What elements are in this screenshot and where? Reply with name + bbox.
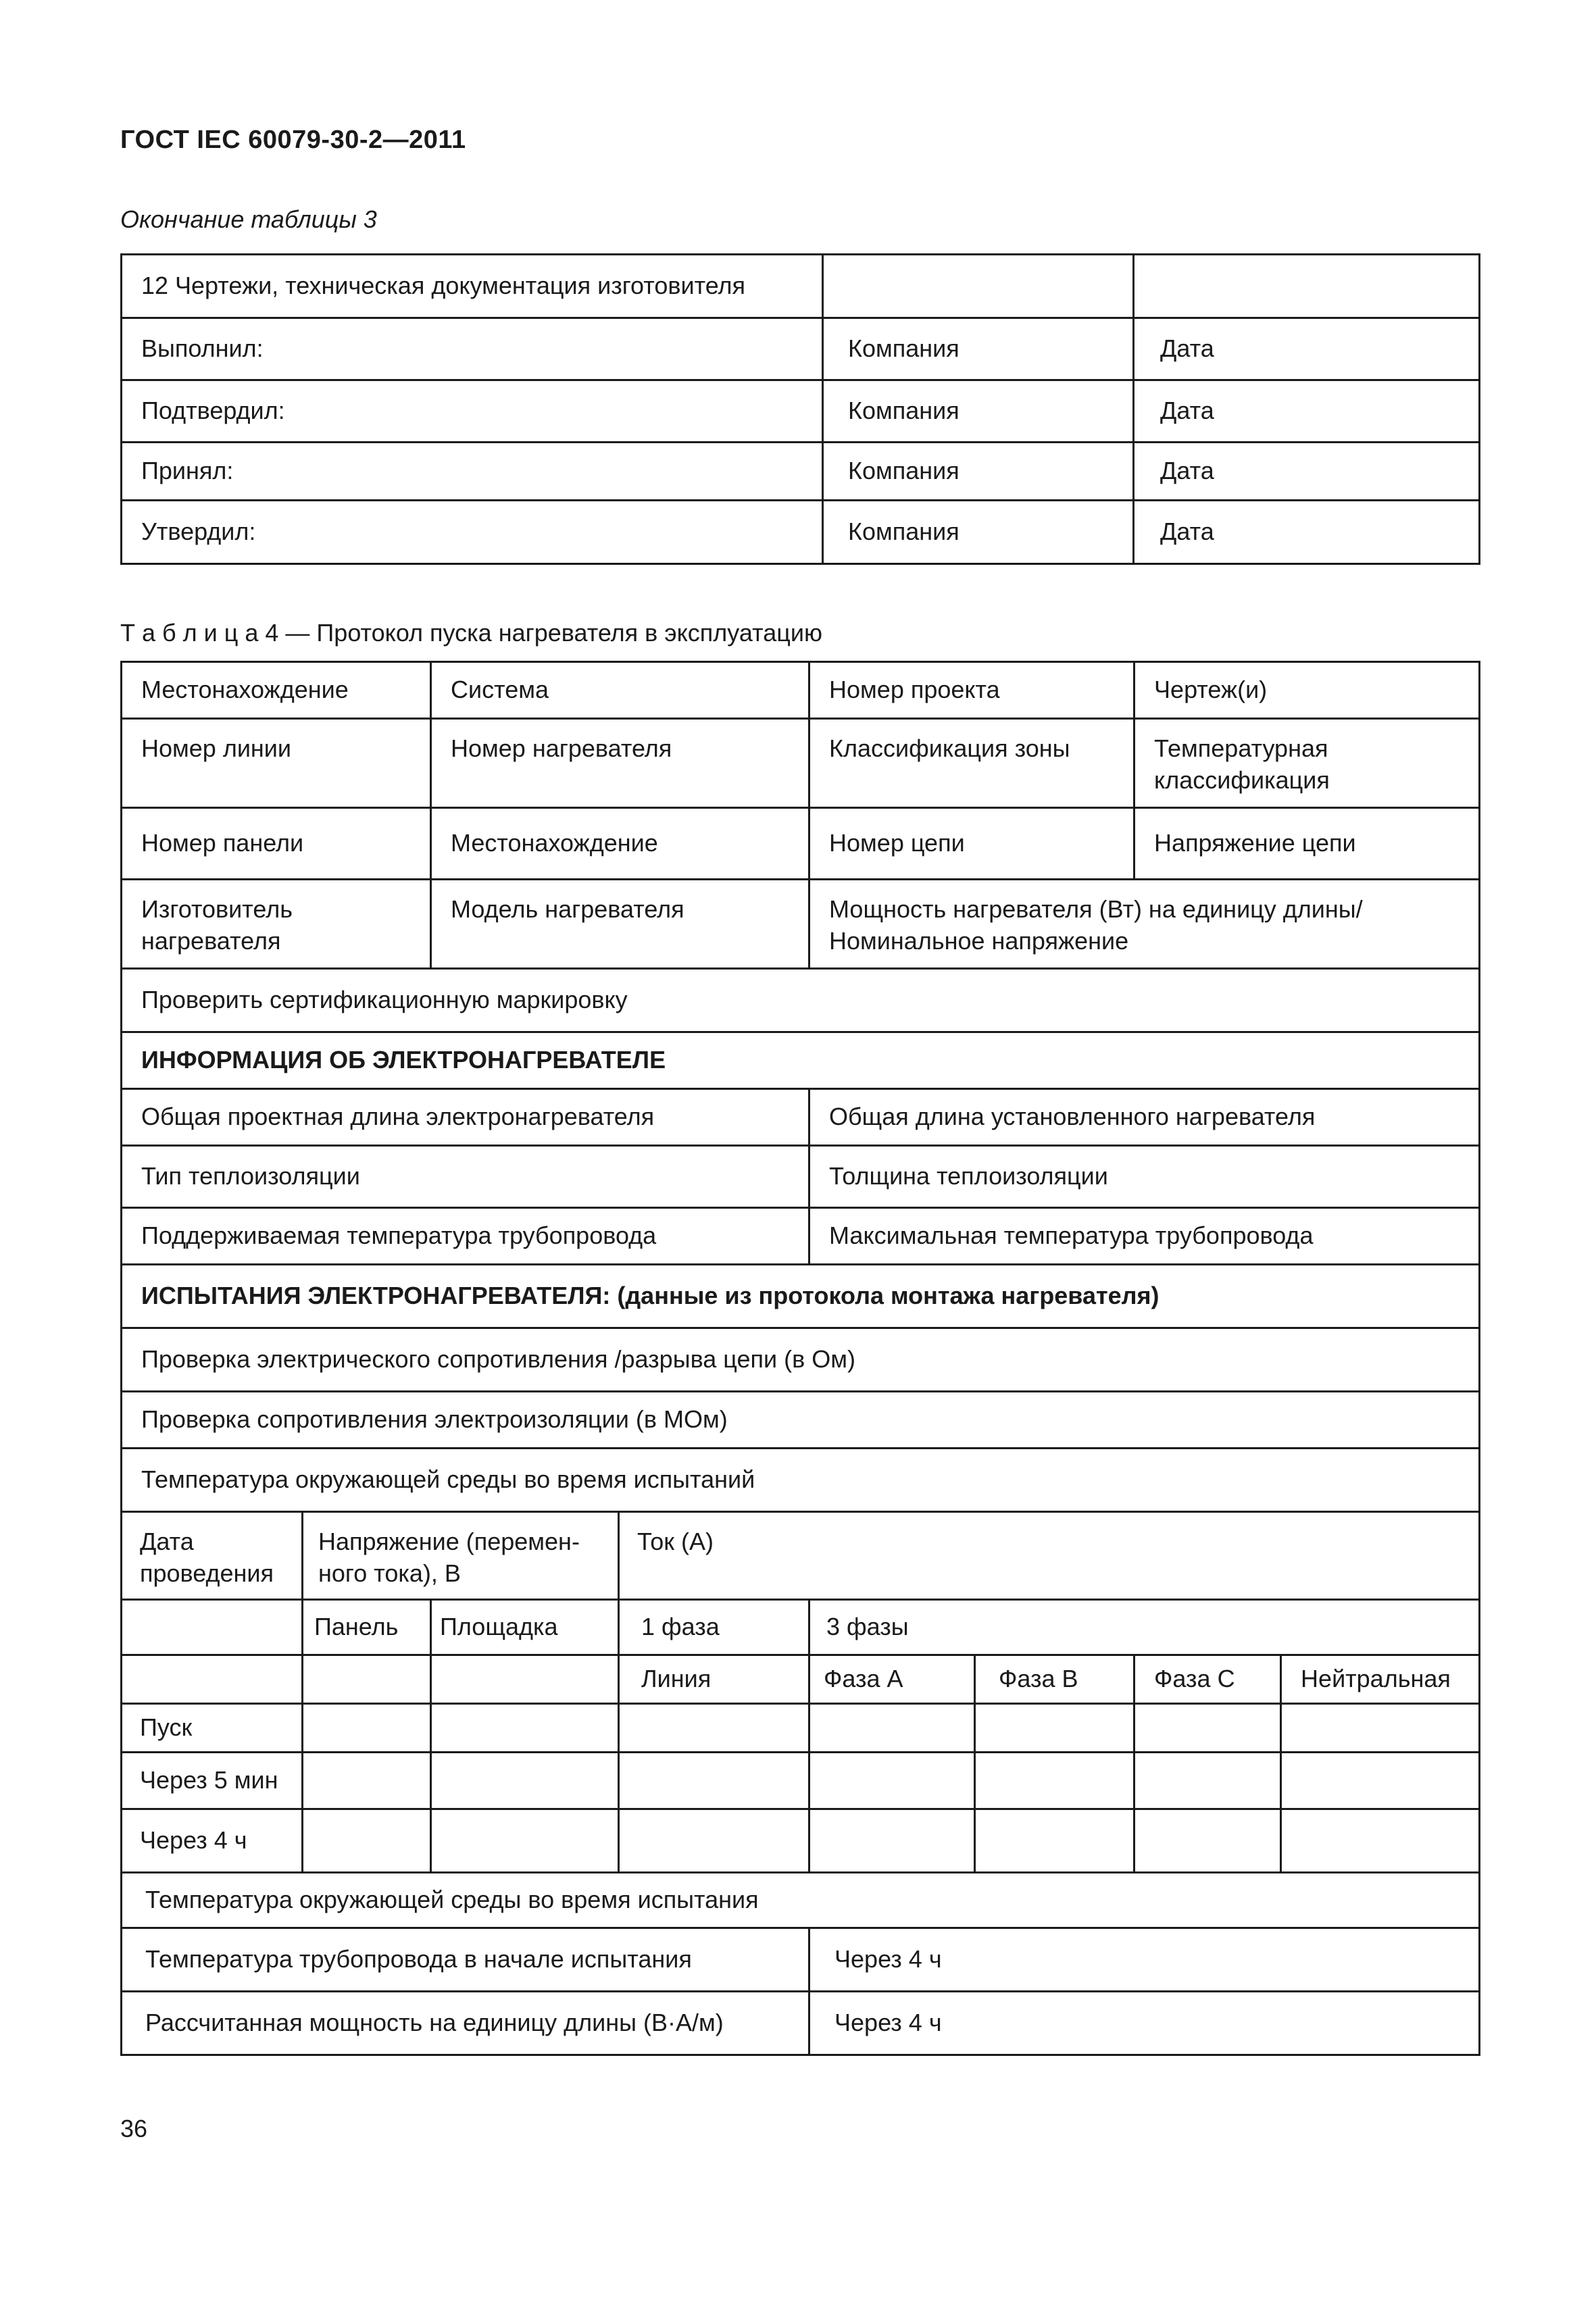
empty-cell [122, 1600, 303, 1655]
empty-cell [122, 1655, 303, 1704]
empty-cell [1134, 1809, 1281, 1873]
table4-row [122, 1208, 1480, 1265]
table4 [120, 661, 1480, 2056]
empty-cell [809, 1809, 975, 1873]
table4-row [122, 969, 1480, 1032]
table3-date: Дата [1134, 501, 1480, 564]
table3-label: Подтвердил: [122, 380, 823, 443]
empty-cell [1281, 1753, 1480, 1809]
table3-date [1134, 255, 1480, 318]
table3-label: 12 Чертежи, техническая документация изготовителя [122, 255, 823, 318]
table4-row [122, 662, 1480, 719]
table3-row [122, 501, 1480, 564]
heater-manufacturer-cell: Изготовитель нагревателя [122, 880, 431, 969]
measure-row [122, 1704, 1480, 1753]
document-title: ГОСТ IEC 60079-30-2—2011 [120, 126, 466, 154]
empty-cell [619, 1753, 809, 1809]
location-cell: Местонахождение [122, 662, 431, 719]
empty-cell [975, 1809, 1134, 1873]
test-date-header: Дата проведения [122, 1512, 303, 1600]
table4-row [122, 1392, 1480, 1449]
certification-check-cell: Проверить сертификационную маркировку [122, 969, 1480, 1032]
empty-cell [975, 1704, 1134, 1753]
location-cell-2: Местонахождение [431, 808, 809, 880]
measure-row [122, 1809, 1480, 1873]
table3-company [823, 255, 1134, 318]
heater-model-cell: Модель нагревателя [431, 880, 809, 969]
table4-row [122, 1089, 1480, 1146]
table3-company: Компания [823, 443, 1134, 501]
table3-company: Компания [823, 501, 1134, 564]
insulation-thickness-cell: Толщина теплоизоляции [809, 1146, 1480, 1208]
pipe-temp-start-cell: Температура трубопровода в начале испытания [122, 1928, 809, 1992]
table4-row [122, 1512, 1480, 1600]
system-cell: Система [431, 662, 809, 719]
circuit-number-cell: Номер цепи [809, 808, 1134, 880]
table3-label: Принял: [122, 443, 823, 501]
empty-cell [431, 1704, 619, 1753]
panel-header: Панель [303, 1600, 431, 1655]
neutral-header: Нейтральная [1281, 1655, 1480, 1704]
empty-cell [303, 1704, 431, 1753]
table3-company: Компания [823, 380, 1134, 443]
empty-cell [431, 1753, 619, 1809]
empty-cell [1281, 1704, 1480, 1753]
line-number-cell: Номер линии [122, 719, 431, 808]
empty-cell [1281, 1809, 1480, 1873]
table3-label: Выполнил: [122, 318, 823, 380]
voltage-header: Напряжение (перемен-ного тока), В [303, 1512, 619, 1600]
insulation-check-cell: Проверка сопротивления электроизоляции (в МОм) [122, 1392, 1480, 1449]
table3-row [122, 255, 1480, 318]
insulation-type-cell: Тип теплоизоляции [122, 1146, 809, 1208]
drawings-cell: Чертеж(и) [1134, 662, 1480, 719]
table4-row [122, 1265, 1480, 1328]
heater-info-title: ИНФОРМАЦИЯ ОБ ЭЛЕКТРОНАГРЕВАТЕЛЕ [122, 1032, 1480, 1089]
temperature-classification-cell: Температурная классификация [1134, 719, 1480, 808]
table3-date: Дата [1134, 443, 1480, 501]
ambient-temp-test-cell: Температура окружающей среды во время испытания [122, 1873, 1480, 1928]
heater-power-cell: Мощность нагревателя (Вт) на единицу длины/ Номинальное напряжение [809, 880, 1480, 969]
empty-cell [809, 1753, 975, 1809]
empty-cell [431, 1655, 619, 1704]
empty-cell [303, 1753, 431, 1809]
table4-caption: Т а б л и ц а 4 — Протокол пуска нагревателя в эксплуатацию [120, 619, 822, 647]
tests-title: ИСПЫТАНИЯ ЭЛЕКТРОНАГРЕВАТЕЛЯ: (данные из протокола монтажа нагревателя) [122, 1265, 1480, 1328]
phase-b-header: Фаза В [975, 1655, 1134, 1704]
three-phase-header: 3 фазы [809, 1600, 1480, 1655]
table4-row [122, 1032, 1480, 1089]
site-header: Площадка [431, 1600, 619, 1655]
measure-row [122, 1753, 1480, 1809]
phase-a-header: Фаза А [809, 1655, 975, 1704]
current-header: Ток (А) [619, 1512, 1480, 1600]
table3-date: Дата [1134, 318, 1480, 380]
ambient-temp-tests-cell: Температура окружающей среды во время испытаний [122, 1449, 1480, 1512]
installed-length-cell: Общая длина установленного нагревателя [809, 1089, 1480, 1146]
table4-row [122, 1146, 1480, 1208]
table3-date: Дата [1134, 380, 1480, 443]
table4-row [122, 1449, 1480, 1512]
pipe-temp-after-cell: Через 4 ч [809, 1928, 1480, 1992]
empty-cell [303, 1655, 431, 1704]
heater-number-cell: Номер нагревателя [431, 719, 809, 808]
table4-row [122, 719, 1480, 808]
table4-row [122, 1992, 1480, 2055]
measure-row-label: Через 4 ч [122, 1809, 303, 1873]
empty-cell [431, 1809, 619, 1873]
table4-row [122, 1928, 1480, 1992]
power-after-cell: Через 4 ч [809, 1992, 1480, 2055]
empty-cell [619, 1704, 809, 1753]
empty-cell [303, 1809, 431, 1873]
zone-classification-cell: Классификация зоны [809, 719, 1134, 808]
table3-caption: Окончание таблицы 3 [120, 205, 377, 233]
circuit-voltage-cell: Напряжение цепи [1134, 808, 1480, 880]
table3-row [122, 443, 1480, 501]
measure-row-label: Через 5 мин [122, 1753, 303, 1809]
table4-row [122, 808, 1480, 880]
line-header: Линия [619, 1655, 809, 1704]
maintained-temp-cell: Поддерживаемая температура трубопровода [122, 1208, 809, 1265]
table3-row [122, 380, 1480, 443]
phase-c-header: Фаза С [1134, 1655, 1281, 1704]
table4-row [122, 1873, 1480, 1928]
resistance-check-cell: Проверка электрического сопротивления /разрыва цепи (в Ом) [122, 1328, 1480, 1392]
table3 [120, 253, 1480, 565]
table3-label: Утвердил: [122, 501, 823, 564]
measure-row-label: Пуск [122, 1704, 303, 1753]
power-calc-cell: Рассчитанная мощность на единицу длины (В·А/м) [122, 1992, 809, 2055]
empty-cell [809, 1704, 975, 1753]
table4-row [122, 880, 1480, 969]
table4-row [122, 1655, 1480, 1704]
max-temp-cell: Максимальная температура трубопровода [809, 1208, 1480, 1265]
empty-cell [975, 1753, 1134, 1809]
panel-number-cell: Номер панели [122, 808, 431, 880]
table3-company: Компания [823, 318, 1134, 380]
table3-row [122, 318, 1480, 380]
table4-row [122, 1600, 1480, 1655]
project-number-cell: Номер проекта [809, 662, 1134, 719]
single-phase-header: 1 фаза [619, 1600, 809, 1655]
empty-cell [619, 1809, 809, 1873]
table4-row [122, 1328, 1480, 1392]
page-number: 36 [120, 2115, 148, 2142]
empty-cell [1134, 1753, 1281, 1809]
empty-cell [1134, 1704, 1281, 1753]
design-length-cell: Общая проектная длина электронагревателя [122, 1089, 809, 1146]
